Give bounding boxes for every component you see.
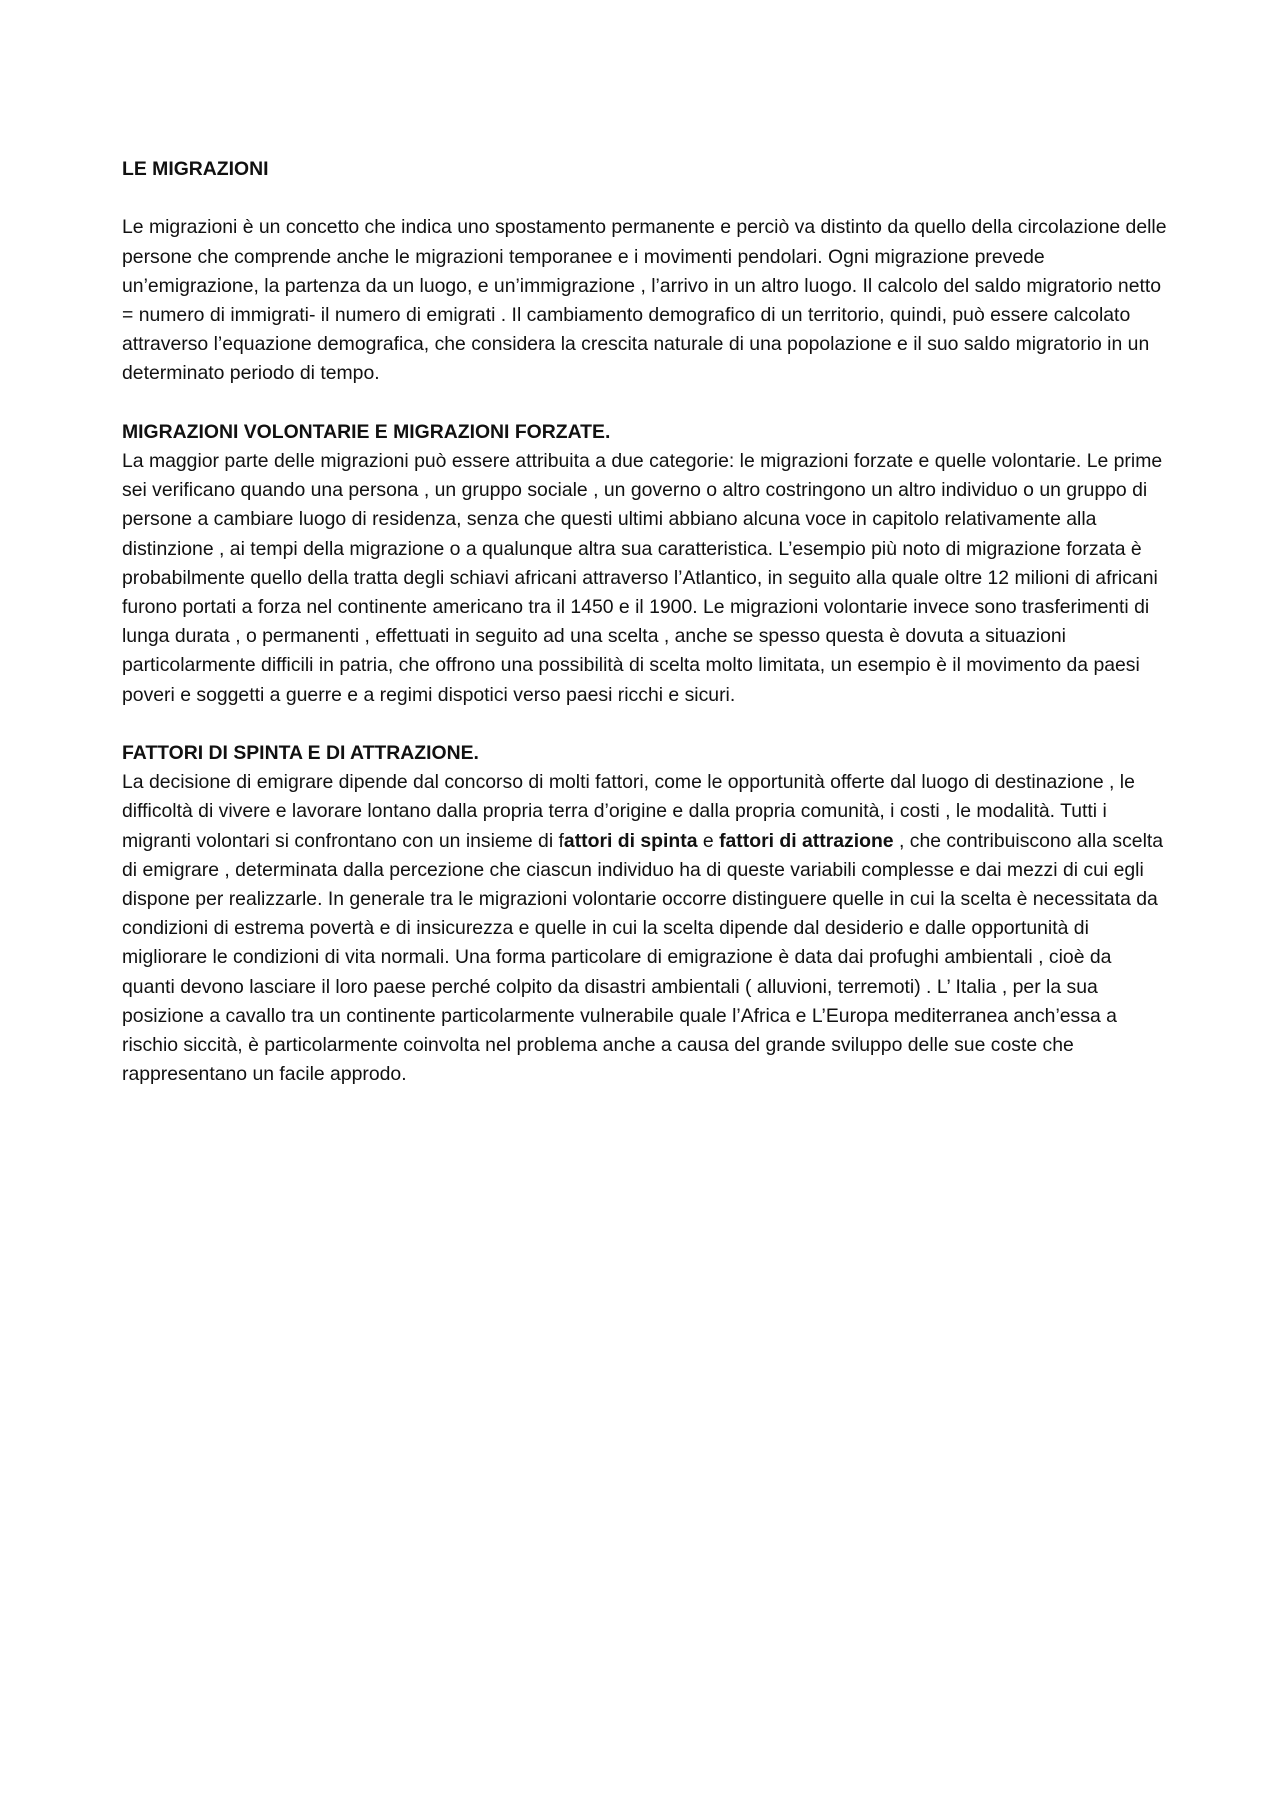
document-title: LE MIGRAZIONI (122, 158, 269, 180)
section-paragraph-fattori (122, 768, 1167, 1089)
document-body (122, 155, 1167, 1089)
spacer (122, 184, 1167, 213)
spacer (122, 389, 1167, 418)
section-paragraph-migrazioni-volontarie: La maggior parte delle migrazioni può essere attribuita a due categorie: le migrazioni forzate e quelle volontarie. Le prime sei verificano quando una persona , un gruppo sociale , un governo o altro costringono un altro individuo o un gruppo di persone a cambiare luogo di residenza, senza che questi ultimi abbiano alcuna voce in capitolo relativamente alla distinzione , ai tempi della migrazione o a qualunque altra sua caratteristica. L’esempio più noto di migrazione forzata è probabilmente quello della tratta degli schiavi africani attraverso l’Atlantico, in seguito alla quale oltre 12 milioni di africani furono portati a forza nel continente americano tra il 1450 e il 1900. Le migrazioni volontarie invece sono trasferimenti di lunga durata , o permanenti , effettuati in seguito ad una scelta , anche se spesso questa è dovuta a situazioni particolarmente difficili in patria, che offrono una possibilità di scelta molto limitata, un esempio è il movimento da paesi poveri e soggetti a guerre e a regimi dispotici verso paesi ricchi e sicuri. (122, 450, 1163, 706)
paragraph-text: La decisione di emigrare dipende dal concorso di molti fattori, come le opportunità offerte dal luogo di destinazione , le difficoltà di vivere e lavorare lontano dalla propria terra d’origine e dalla propria comunità, i costi , le modalità. Tutti i migranti volontari si confrontano con un insieme di f (122, 771, 1135, 852)
paragraph-text: , che contribuiscono alla scelta di emigrare , determinata dalla percezione che ciascun individuo ha di queste variabili complesse e dai mezzi di cui egli dispone per realizzarle. In generale tra le migrazioni volontarie occorre distinguere quelle in cui la scelta è necessitata da condizioni di estrema povertà e di insicurezza e quelle in cui la scelta dipende dal desiderio e dalle opportunità di migliorare le condizioni di vita normali. Una forma particolare di emigrazione è data dai profughi ambientali , cioè da quanti devono lasciare il loro paese perché colpito da disastri ambientali ( alluvioni, terremoti) . L’ Italia , per la sua posizione a cavallo tra un continente particolarmente vulnerabile quale l’Africa e L’Europa mediterranea anch’essa a rischio siccità, è particolarmente coinvolta nel problema anche a causa del grande sviluppo delle sue coste che rappresentano un facile approdo. (122, 829, 1164, 1086)
spacer (122, 710, 1167, 739)
section-heading-migrazioni-volontarie: MIGRAZIONI VOLONTARIE E MIGRAZIONI FORZATE. (122, 420, 611, 443)
bold-term-spinta: attori di spinta (563, 829, 698, 852)
section-heading-fattori: FATTORI DI SPINTA E DI ATTRAZIONE. (122, 742, 479, 765)
bold-term-attrazione: fattori di attrazione (719, 829, 894, 852)
paragraph-text: e (697, 829, 720, 852)
intro-paragraph: Le migrazioni è un concetto che indica uno spostamento permanente e perciò va distinto da quello della circolazione delle persone che comprende anche le migrazioni temporanee e i movimenti pendolari. Ogni migrazione prevede un’emigrazione, la partenza da un luogo, e un’immigrazione , l’arrivo in un altro luogo. Il calcolo del saldo migratorio netto = numero di immigrati- il numero di emigrati . Il cambiamento demografico di un territorio, quindi, può essere calcolato attraverso l’equazione demografica, che considera la crescita naturale di una popolazione e il suo saldo migratorio in un determinato periodo di tempo. (122, 216, 1167, 385)
